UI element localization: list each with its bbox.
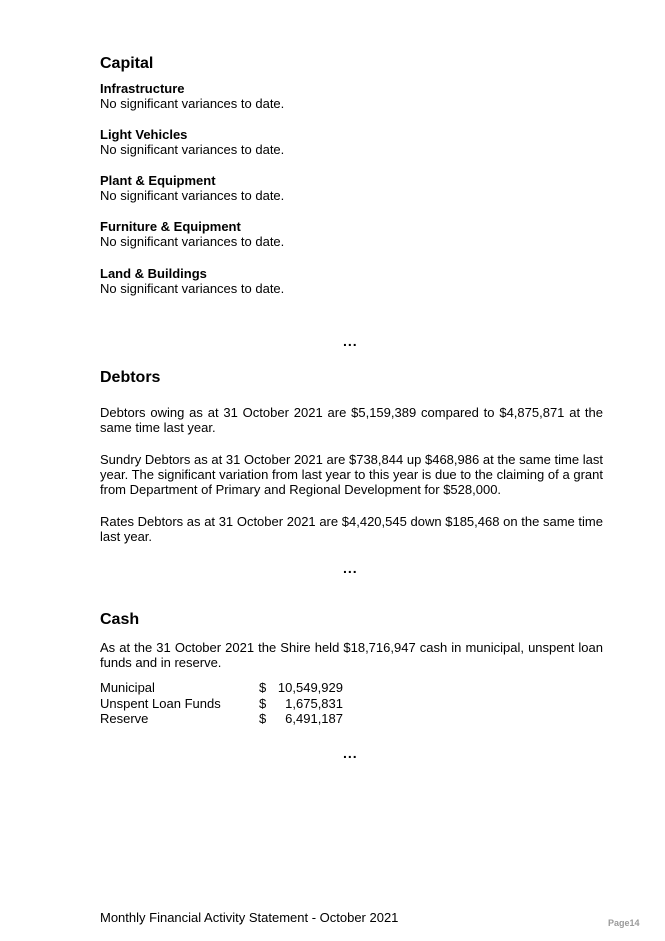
capital-item-text: No significant variances to date.: [100, 281, 285, 296]
capital-item-text: No significant variances to date.: [100, 234, 285, 249]
cash-row: [100, 680, 343, 696]
capital-item: [100, 81, 284, 111]
section-separator: ...: [343, 745, 358, 761]
cash-row-label: Unspent Loan Funds: [100, 695, 221, 711]
cash-row-label: Reserve: [100, 711, 149, 726]
capital-item: [100, 219, 284, 249]
page-number: Page14: [608, 918, 640, 928]
cash-row-currency: $: [259, 695, 267, 711]
cash-heading: Cash: [100, 611, 140, 628]
capital-item-title: Plant & Equipment: [100, 173, 216, 188]
cash-row-amount: 6,491,187: [285, 711, 343, 726]
cash-row-currency: $: [259, 680, 267, 695]
capital-heading: Capital: [100, 55, 154, 72]
cash-row-label: Municipal: [100, 680, 155, 695]
capital-item-title: Infrastructure: [100, 81, 185, 96]
capital-item-title: Land & Buildings: [100, 266, 207, 281]
debtors-heading: Debtors: [100, 369, 161, 386]
footer-title: Monthly Financial Activity Statement - October 2021: [100, 910, 399, 925]
section-separator: ...: [343, 333, 358, 349]
cash-row-amount: 1,675,831: [285, 695, 343, 711]
capital-item-text: No significant variances to date.: [100, 188, 285, 203]
capital-item-title: Furniture & Equipment: [100, 219, 241, 234]
section-separator: ...: [343, 560, 358, 576]
debtors-paragraph: Debtors owing as at 31 October 2021 are $5,159,389 compared to $4,875,871 at the same time last year.: [100, 405, 603, 435]
capital-item: [100, 266, 284, 296]
capital-item-text: No significant variances to date.: [100, 96, 285, 111]
capital-item-title: Light Vehicles: [100, 127, 188, 142]
cash-row: [100, 696, 343, 712]
debtors-paragraph: Rates Debtors as at 31 October 2021 are $4,420,545 down $185,468 on the same time last year.: [100, 514, 603, 544]
debtors-paragraph: Sundry Debtors as at 31 October 2021 are $738,844 up $468,986 at the same time last year. The significant variation from last year to this year is due to the claiming of a grant from Department of Primary and Regional Development for $528,000.: [100, 452, 603, 497]
cash-row-currency: $: [259, 711, 267, 726]
cash-table: [100, 680, 343, 727]
capital-item: [100, 127, 284, 157]
cash-row-amount: 10,549,929: [277, 680, 343, 695]
capital-item: [100, 173, 284, 203]
capital-item-text: No significant variances to date.: [100, 142, 285, 157]
cash-intro: As at the 31 October 2021 the Shire held $18,716,947 cash in municipal, unspent loan funds and in reserve.: [100, 640, 603, 670]
cash-row: [100, 711, 343, 727]
